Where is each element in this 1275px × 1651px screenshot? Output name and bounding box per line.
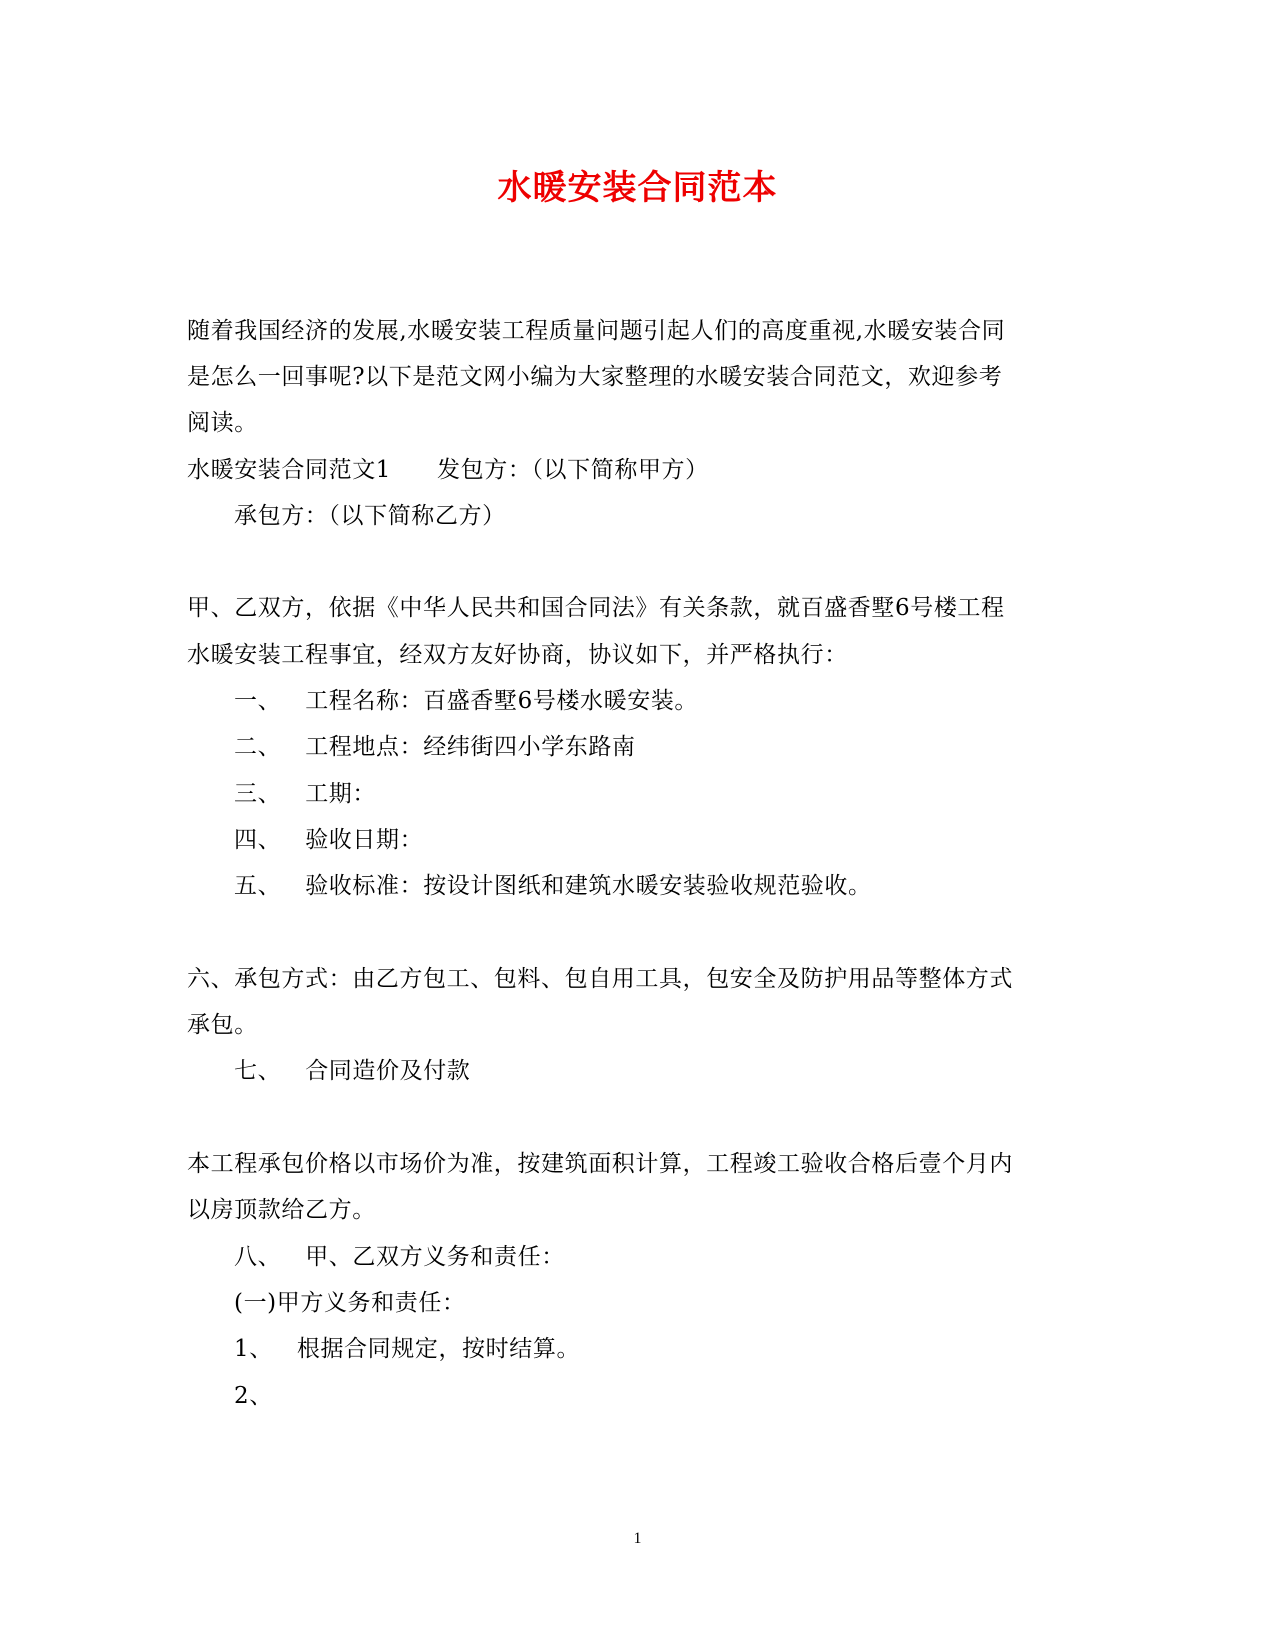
duty-item xyxy=(234,1381,297,1411)
clause-item xyxy=(234,1056,470,1086)
document-title: 水暖安装合同范本 xyxy=(497,168,778,208)
pricing-line-1: 本工程承包价格以市场价为准，按建筑面积计算，工程竣工验收合格后壹个月内 xyxy=(187,1151,1013,1177)
clause-number: 五、 xyxy=(234,873,282,899)
clause-text: 工程名称：百盛香墅6号楼水暖安装。 xyxy=(305,688,699,714)
clause-text: 工期： xyxy=(305,781,377,807)
clause-text: 工程地点：经纬街四小学东路南 xyxy=(305,734,636,760)
clause-text: 验收标准：按设计图纸和建筑水暖安装验收规范验收。 xyxy=(305,873,872,899)
clause-item xyxy=(234,686,698,716)
clause-item xyxy=(234,732,636,762)
clause-6-line-2: 承包。 xyxy=(187,1012,258,1038)
intro-line-3: 阅读。 xyxy=(187,410,258,436)
sample-heading-line xyxy=(187,455,709,485)
clause-6-line-1: 六、承包方式：由乙方包工、包料、包自用工具，包安全及防护用品等整体方式 xyxy=(187,966,1013,992)
duty-item xyxy=(234,1334,580,1364)
sample-heading: 水暖安装合同范文1 xyxy=(187,457,392,483)
subsection-heading: (一)甲方义务和责任： xyxy=(234,1290,466,1316)
clause-number: 三、 xyxy=(234,781,282,807)
clause-text: 甲、乙双方义务和责任： xyxy=(305,1244,565,1270)
duty-number: 2、 xyxy=(234,1383,273,1409)
clause-number: 二、 xyxy=(234,734,282,760)
clause-item xyxy=(234,1242,565,1272)
party-b: 承包方：（以下简称乙方） xyxy=(234,503,506,529)
clause-item xyxy=(234,871,872,901)
clause-text: 验收日期： xyxy=(305,827,424,853)
party-a: 发包方：（以下简称甲方） xyxy=(437,457,709,483)
clause-item xyxy=(234,779,376,809)
duty-text: 根据合同规定，按时结算。 xyxy=(296,1336,581,1362)
clause-item xyxy=(234,825,423,855)
preamble-line-2: 水暖安装工程事宜，经双方友好协商，协议如下，并严格执行： xyxy=(187,642,848,668)
clause-number: 一、 xyxy=(234,688,282,714)
clause-text: 合同造价及付款 xyxy=(305,1058,471,1084)
clause-number: 七、 xyxy=(234,1058,282,1084)
clause-number: 八、 xyxy=(234,1244,282,1270)
intro-line-1: 随着我国经济的发展,水暖安装工程质量问题引起人们的高度重视,水暖安装合同 xyxy=(187,318,1006,344)
intro-line-2: 是怎么一回事呢?以下是范文网小编为大家整理的水暖安装合同范文，欢迎参考 xyxy=(187,364,1003,390)
pricing-line-2: 以房顶款给乙方。 xyxy=(187,1197,376,1223)
preamble-line-1: 甲、乙双方，依据《中华人民共和国合同法》有关条款，就百盛香墅6号楼工程 xyxy=(187,595,1005,621)
duty-number: 1、 xyxy=(234,1336,273,1362)
clause-number: 四、 xyxy=(234,827,282,853)
page-number: 1 xyxy=(633,1530,642,1547)
